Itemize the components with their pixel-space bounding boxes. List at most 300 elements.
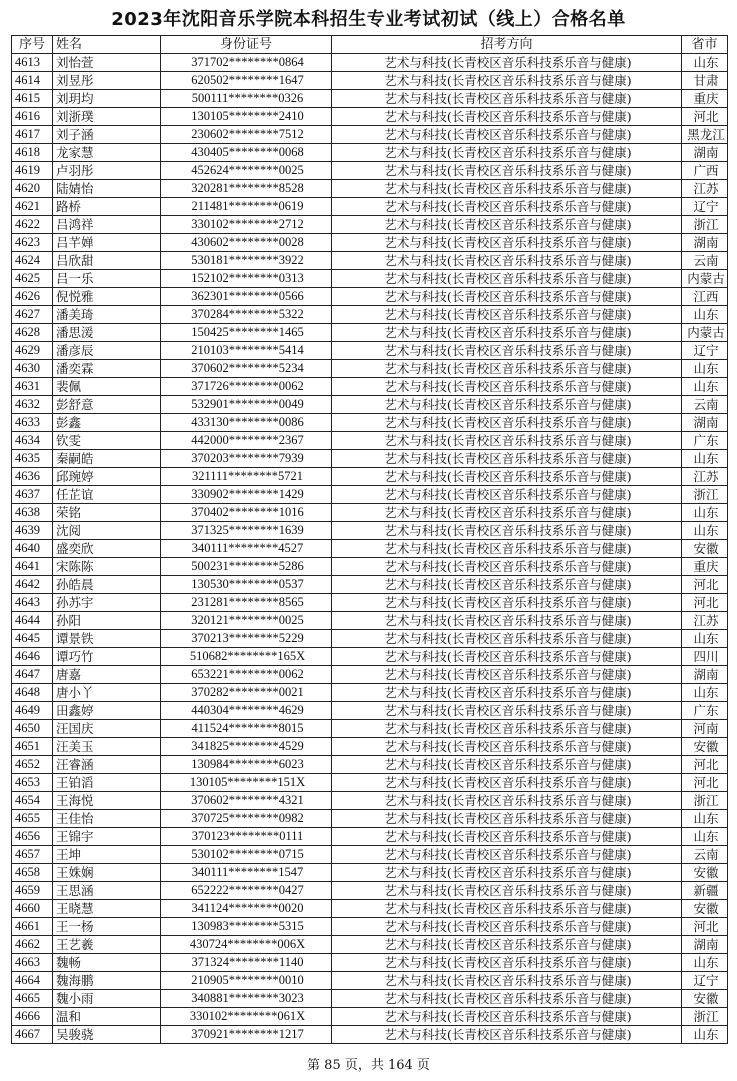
table-body <box>12 54 728 1044</box>
row-name: 钦雯 <box>53 432 161 450</box>
row-major: 艺术与科技(长青校区音乐科技系乐音与健康) <box>332 702 682 720</box>
row-province: 浙江 <box>682 792 728 810</box>
row-major: 艺术与科技(长青校区音乐科技系乐音与健康) <box>332 306 682 324</box>
row-id-number: 370602********4321 <box>161 792 332 810</box>
row-province: 山东 <box>682 450 728 468</box>
row-major: 艺术与科技(长青校区音乐科技系乐音与健康) <box>332 270 682 288</box>
row-name: 刘玥均 <box>53 90 161 108</box>
candidate-table <box>11 35 728 1044</box>
row-province: 安徽 <box>682 864 728 882</box>
row-name: 王铂滔 <box>53 774 161 792</box>
row-id-number: 340111********4527 <box>161 540 332 558</box>
row-province: 山东 <box>682 630 728 648</box>
row-major: 艺术与科技(长青校区音乐科技系乐音与健康) <box>332 486 682 504</box>
row-seq: 4661 <box>12 918 53 936</box>
row-id-number: 321111********5721 <box>161 468 332 486</box>
row-id-number: 330102********2712 <box>161 216 332 234</box>
row-seq: 4614 <box>12 72 53 90</box>
row-major: 艺术与科技(长青校区音乐科技系乐音与健康) <box>332 630 682 648</box>
row-name: 魏小雨 <box>53 990 161 1008</box>
row-name: 吕芊婵 <box>53 234 161 252</box>
row-major: 艺术与科技(长青校区音乐科技系乐音与健康) <box>332 684 682 702</box>
table-row <box>12 108 728 126</box>
row-seq: 4625 <box>12 270 53 288</box>
row-seq: 4633 <box>12 414 53 432</box>
row-major: 艺术与科技(长青校区音乐科技系乐音与健康) <box>332 198 682 216</box>
table-row <box>12 846 728 864</box>
table-row <box>12 576 728 594</box>
row-seq: 4627 <box>12 306 53 324</box>
row-id-number: 340881********3023 <box>161 990 332 1008</box>
table-row <box>12 288 728 306</box>
row-name: 邱琬婷 <box>53 468 161 486</box>
row-id-number: 433130********0086 <box>161 414 332 432</box>
row-id-number: 211481********0619 <box>161 198 332 216</box>
row-name: 谭景铁 <box>53 630 161 648</box>
row-id-number: 442000********2367 <box>161 432 332 450</box>
row-major: 艺术与科技(长青校区音乐科技系乐音与健康) <box>332 324 682 342</box>
row-province: 河北 <box>682 774 728 792</box>
row-id-number: 370602********5234 <box>161 360 332 378</box>
row-id-number: 330102********061X <box>161 1008 332 1026</box>
row-seq: 4617 <box>12 126 53 144</box>
row-name: 王思涵 <box>53 882 161 900</box>
row-seq: 4655 <box>12 810 53 828</box>
row-seq: 4618 <box>12 144 53 162</box>
row-name: 刘子涵 <box>53 126 161 144</box>
row-id-number: 130983********5315 <box>161 918 332 936</box>
row-seq: 4656 <box>12 828 53 846</box>
table-row <box>12 486 728 504</box>
row-id-number: 530102********0715 <box>161 846 332 864</box>
row-name: 唐嘉 <box>53 666 161 684</box>
row-major: 艺术与科技(长青校区音乐科技系乐音与健康) <box>332 972 682 990</box>
row-province: 湖南 <box>682 234 728 252</box>
row-province: 山东 <box>682 54 728 72</box>
row-major: 艺术与科技(长青校区音乐科技系乐音与健康) <box>332 756 682 774</box>
row-province: 山东 <box>682 522 728 540</box>
row-seq: 4644 <box>12 612 53 630</box>
row-id-number: 130105********2410 <box>161 108 332 126</box>
table-row <box>12 198 728 216</box>
table-row <box>12 882 728 900</box>
row-id-number: 370725********0982 <box>161 810 332 828</box>
row-name: 潘美琦 <box>53 306 161 324</box>
row-province: 河北 <box>682 756 728 774</box>
row-name: 吴骏骁 <box>53 1026 161 1044</box>
row-province: 山东 <box>682 360 728 378</box>
row-province: 广东 <box>682 702 728 720</box>
row-name: 王一杨 <box>53 918 161 936</box>
row-seq: 4660 <box>12 900 53 918</box>
row-major: 艺术与科技(长青校区音乐科技系乐音与健康) <box>332 360 682 378</box>
row-name: 倪悦雅 <box>53 288 161 306</box>
row-seq: 4643 <box>12 594 53 612</box>
row-major: 艺术与科技(长青校区音乐科技系乐音与健康) <box>332 612 682 630</box>
row-major: 艺术与科技(长青校区音乐科技系乐音与健康) <box>332 900 682 918</box>
row-major: 艺术与科技(长青校区音乐科技系乐音与健康) <box>332 414 682 432</box>
row-id-number: 210905********0010 <box>161 972 332 990</box>
row-id-number: 370213********5229 <box>161 630 332 648</box>
row-major: 艺术与科技(长青校区音乐科技系乐音与健康) <box>332 522 682 540</box>
row-major: 艺术与科技(长青校区音乐科技系乐音与健康) <box>332 504 682 522</box>
row-major: 艺术与科技(长青校区音乐科技系乐音与健康) <box>332 90 682 108</box>
row-province: 广西 <box>682 162 728 180</box>
row-id-number: 340111********1547 <box>161 864 332 882</box>
row-name: 吕欣甜 <box>53 252 161 270</box>
row-major: 艺术与科技(长青校区音乐科技系乐音与健康) <box>332 648 682 666</box>
row-id-number: 500111********0326 <box>161 90 332 108</box>
header-name: 姓名 <box>53 36 161 54</box>
row-province: 山东 <box>682 1026 728 1044</box>
table-row <box>12 738 728 756</box>
row-province: 甘肃 <box>682 72 728 90</box>
row-id-number: 370203********7939 <box>161 450 332 468</box>
row-seq: 4635 <box>12 450 53 468</box>
row-id-number: 370123********0111 <box>161 828 332 846</box>
row-id-number: 341124********0020 <box>161 900 332 918</box>
table-row <box>12 90 728 108</box>
row-name: 裴佩 <box>53 378 161 396</box>
row-id-number: 130984********6023 <box>161 756 332 774</box>
row-seq: 4637 <box>12 486 53 504</box>
row-name: 王锦宇 <box>53 828 161 846</box>
row-id-number: 210103********5414 <box>161 342 332 360</box>
row-major: 艺术与科技(长青校区音乐科技系乐音与健康) <box>332 576 682 594</box>
row-name: 吕鸿祥 <box>53 216 161 234</box>
row-province: 安徽 <box>682 900 728 918</box>
row-major: 艺术与科技(长青校区音乐科技系乐音与健康) <box>332 252 682 270</box>
row-id-number: 371702********0864 <box>161 54 332 72</box>
row-province: 辽宁 <box>682 972 728 990</box>
row-id-number: 653221********0062 <box>161 666 332 684</box>
row-id-number: 362301********0566 <box>161 288 332 306</box>
row-id-number: 320121********0025 <box>161 612 332 630</box>
row-province: 云南 <box>682 252 728 270</box>
row-id-number: 370402********1016 <box>161 504 332 522</box>
row-seq: 4632 <box>12 396 53 414</box>
row-major: 艺术与科技(长青校区音乐科技系乐音与健康) <box>332 432 682 450</box>
row-name: 陆婧怡 <box>53 180 161 198</box>
row-province: 河北 <box>682 576 728 594</box>
row-province: 河北 <box>682 594 728 612</box>
row-id-number: 370921********1217 <box>161 1026 332 1044</box>
row-province: 安徽 <box>682 990 728 1008</box>
row-seq: 4664 <box>12 972 53 990</box>
table-row <box>12 792 728 810</box>
row-major: 艺术与科技(长青校区音乐科技系乐音与健康) <box>332 180 682 198</box>
row-province: 山东 <box>682 378 728 396</box>
row-id-number: 320281********8528 <box>161 180 332 198</box>
table-row <box>12 432 728 450</box>
row-seq: 4642 <box>12 576 53 594</box>
row-id-number: 440304********4629 <box>161 702 332 720</box>
table-row <box>12 270 728 288</box>
row-seq: 4630 <box>12 360 53 378</box>
table-row <box>12 1026 728 1044</box>
row-name: 孙皓晨 <box>53 576 161 594</box>
row-name: 路桥 <box>53 198 161 216</box>
row-province: 内蒙古 <box>682 324 728 342</box>
table-row <box>12 504 728 522</box>
row-name: 卢羽彤 <box>53 162 161 180</box>
table-row <box>12 360 728 378</box>
row-seq: 4659 <box>12 882 53 900</box>
row-province: 四川 <box>682 648 728 666</box>
row-province: 黑龙江 <box>682 126 728 144</box>
row-province: 浙江 <box>682 216 728 234</box>
row-id-number: 370282********0021 <box>161 684 332 702</box>
row-seq: 4613 <box>12 54 53 72</box>
row-name: 王晓慧 <box>53 900 161 918</box>
row-name: 潘奕霖 <box>53 360 161 378</box>
row-seq: 4628 <box>12 324 53 342</box>
row-id-number: 231281********8565 <box>161 594 332 612</box>
row-province: 河北 <box>682 108 728 126</box>
table-row <box>12 720 728 738</box>
row-province: 浙江 <box>682 486 728 504</box>
table-header-row <box>12 36 728 54</box>
row-major: 艺术与科技(长青校区音乐科技系乐音与健康) <box>332 72 682 90</box>
row-seq: 4648 <box>12 684 53 702</box>
row-seq: 4619 <box>12 162 53 180</box>
row-province: 山东 <box>682 684 728 702</box>
row-major: 艺术与科技(长青校区音乐科技系乐音与健康) <box>332 540 682 558</box>
row-major: 艺术与科技(长青校区音乐科技系乐音与健康) <box>332 1026 682 1044</box>
row-major: 艺术与科技(长青校区音乐科技系乐音与健康) <box>332 378 682 396</box>
row-name: 荣铭 <box>53 504 161 522</box>
table-row <box>12 72 728 90</box>
row-name: 盛奕欣 <box>53 540 161 558</box>
row-seq: 4663 <box>12 954 53 972</box>
table-row <box>12 648 728 666</box>
row-id-number: 510682********165X <box>161 648 332 666</box>
row-major: 艺术与科技(长青校区音乐科技系乐音与健康) <box>332 774 682 792</box>
row-name: 汪睿涵 <box>53 756 161 774</box>
table-row <box>12 630 728 648</box>
row-province: 江苏 <box>682 468 728 486</box>
table-row <box>12 972 728 990</box>
row-seq: 4658 <box>12 864 53 882</box>
table-row <box>12 684 728 702</box>
row-major: 艺术与科技(长青校区音乐科技系乐音与健康) <box>332 666 682 684</box>
table-row <box>12 180 728 198</box>
row-name: 王坤 <box>53 846 161 864</box>
table-row <box>12 540 728 558</box>
row-major: 艺术与科技(长青校区音乐科技系乐音与健康) <box>332 918 682 936</box>
row-seq: 4651 <box>12 738 53 756</box>
row-name: 秦嗣皓 <box>53 450 161 468</box>
row-major: 艺术与科技(长青校区音乐科技系乐音与健康) <box>332 828 682 846</box>
row-name: 王海悦 <box>53 792 161 810</box>
row-id-number: 452624********0025 <box>161 162 332 180</box>
row-id-number: 411524********8015 <box>161 720 332 738</box>
table-row <box>12 1008 728 1026</box>
row-seq: 4640 <box>12 540 53 558</box>
row-major: 艺术与科技(长青校区音乐科技系乐音与健康) <box>332 468 682 486</box>
table-row <box>12 774 728 792</box>
header-id: 身份证号 <box>161 36 332 54</box>
row-major: 艺术与科技(长青校区音乐科技系乐音与健康) <box>332 288 682 306</box>
table-row <box>12 990 728 1008</box>
table-row <box>12 234 728 252</box>
row-id-number: 371726********0062 <box>161 378 332 396</box>
table-row <box>12 378 728 396</box>
row-major: 艺术与科技(长青校区音乐科技系乐音与健康) <box>332 792 682 810</box>
row-seq: 4650 <box>12 720 53 738</box>
row-seq: 4639 <box>12 522 53 540</box>
row-major: 艺术与科技(长青校区音乐科技系乐音与健康) <box>332 450 682 468</box>
row-seq: 4653 <box>12 774 53 792</box>
table-row <box>12 918 728 936</box>
row-major: 艺术与科技(长青校区音乐科技系乐音与健康) <box>332 738 682 756</box>
row-name: 唐小丫 <box>53 684 161 702</box>
table-row <box>12 954 728 972</box>
page-title: 2023年沈阳音乐学院本科招生专业考试初试（线上）合格名单 <box>111 9 626 30</box>
row-id-number: 130105********151X <box>161 774 332 792</box>
row-name: 宋陈陈 <box>53 558 161 576</box>
row-id-number: 370284********5322 <box>161 306 332 324</box>
row-province: 云南 <box>682 846 728 864</box>
row-province: 辽宁 <box>682 198 728 216</box>
row-seq: 4634 <box>12 432 53 450</box>
row-id-number: 371325********1639 <box>161 522 332 540</box>
row-major: 艺术与科技(长青校区音乐科技系乐音与健康) <box>332 954 682 972</box>
row-name: 谭巧竹 <box>53 648 161 666</box>
row-major: 艺术与科技(长青校区音乐科技系乐音与健康) <box>332 216 682 234</box>
row-province: 重庆 <box>682 558 728 576</box>
row-seq: 4616 <box>12 108 53 126</box>
row-major: 艺术与科技(长青校区音乐科技系乐音与健康) <box>332 810 682 828</box>
row-major: 艺术与科技(长青校区音乐科技系乐音与健康) <box>332 720 682 738</box>
row-name: 魏海鹏 <box>53 972 161 990</box>
table-row <box>12 216 728 234</box>
row-id-number: 152102********0313 <box>161 270 332 288</box>
row-name: 彭舒意 <box>53 396 161 414</box>
row-major: 艺术与科技(长青校区音乐科技系乐音与健康) <box>332 126 682 144</box>
row-province: 河北 <box>682 918 728 936</box>
table-row <box>12 864 728 882</box>
row-seq: 4636 <box>12 468 53 486</box>
row-name: 魏畅 <box>53 954 161 972</box>
row-name: 汪美玉 <box>53 738 161 756</box>
row-major: 艺术与科技(长青校区音乐科技系乐音与健康) <box>332 882 682 900</box>
row-province: 安徽 <box>682 738 728 756</box>
row-major: 艺术与科技(长青校区音乐科技系乐音与健康) <box>332 990 682 1008</box>
row-province: 山东 <box>682 810 728 828</box>
row-id-number: 652222********0427 <box>161 882 332 900</box>
page-footer: 第 85 页，共 164 页 <box>307 1058 430 1073</box>
table-row <box>12 252 728 270</box>
table-row <box>12 162 728 180</box>
row-seq: 4662 <box>12 936 53 954</box>
row-name: 汪国庆 <box>53 720 161 738</box>
row-seq: 4667 <box>12 1026 53 1044</box>
row-name: 彭鑫 <box>53 414 161 432</box>
row-major: 艺术与科技(长青校区音乐科技系乐音与健康) <box>332 594 682 612</box>
row-seq: 4629 <box>12 342 53 360</box>
table-row <box>12 666 728 684</box>
row-id-number: 341825********4529 <box>161 738 332 756</box>
row-name: 王艺羲 <box>53 936 161 954</box>
row-seq: 4641 <box>12 558 53 576</box>
row-major: 艺术与科技(长青校区音乐科技系乐音与健康) <box>332 54 682 72</box>
row-name: 孙阳 <box>53 612 161 630</box>
row-major: 艺术与科技(长青校区音乐科技系乐音与健康) <box>332 144 682 162</box>
header-province: 省市 <box>682 36 728 54</box>
row-seq: 4652 <box>12 756 53 774</box>
table-row <box>12 594 728 612</box>
row-major: 艺术与科技(长青校区音乐科技系乐音与健康) <box>332 396 682 414</box>
row-major: 艺术与科技(长青校区音乐科技系乐音与健康) <box>332 108 682 126</box>
row-major: 艺术与科技(长青校区音乐科技系乐音与健康) <box>332 162 682 180</box>
row-province: 湖南 <box>682 414 728 432</box>
row-name: 任芷谊 <box>53 486 161 504</box>
row-province: 内蒙古 <box>682 270 728 288</box>
table-row <box>12 54 728 72</box>
row-province: 山东 <box>682 954 728 972</box>
table-row <box>12 126 728 144</box>
row-province: 江苏 <box>682 612 728 630</box>
table-row <box>12 144 728 162</box>
row-name: 孙苏宇 <box>53 594 161 612</box>
row-name: 吕一乐 <box>53 270 161 288</box>
row-id-number: 330902********1429 <box>161 486 332 504</box>
row-province: 重庆 <box>682 90 728 108</box>
row-province: 山东 <box>682 828 728 846</box>
row-seq: 4646 <box>12 648 53 666</box>
row-province: 江苏 <box>682 180 728 198</box>
row-name: 王姝娴 <box>53 864 161 882</box>
row-major: 艺术与科技(长青校区音乐科技系乐音与健康) <box>332 234 682 252</box>
row-id-number: 430724********006X <box>161 936 332 954</box>
table-row <box>12 414 728 432</box>
row-id-number: 130530********0537 <box>161 576 332 594</box>
row-id-number: 532901********0049 <box>161 396 332 414</box>
row-seq: 4615 <box>12 90 53 108</box>
row-seq: 4620 <box>12 180 53 198</box>
row-name: 潘彦辰 <box>53 342 161 360</box>
table-row <box>12 522 728 540</box>
row-seq: 4622 <box>12 216 53 234</box>
row-id-number: 150425********1465 <box>161 324 332 342</box>
row-seq: 4621 <box>12 198 53 216</box>
table-row <box>12 324 728 342</box>
row-id-number: 500231********5286 <box>161 558 332 576</box>
row-id-number: 430602********0028 <box>161 234 332 252</box>
row-seq: 4649 <box>12 702 53 720</box>
row-major: 艺术与科技(长青校区音乐科技系乐音与健康) <box>332 864 682 882</box>
row-seq: 4624 <box>12 252 53 270</box>
row-province: 山东 <box>682 504 728 522</box>
row-name: 王佳怡 <box>53 810 161 828</box>
table-row <box>12 558 728 576</box>
row-province: 广东 <box>682 432 728 450</box>
row-province: 湖南 <box>682 144 728 162</box>
row-name: 田鑫婷 <box>53 702 161 720</box>
row-province: 浙江 <box>682 1008 728 1026</box>
row-seq: 4666 <box>12 1008 53 1026</box>
row-major: 艺术与科技(长青校区音乐科技系乐音与健康) <box>332 558 682 576</box>
row-province: 江西 <box>682 288 728 306</box>
row-id-number: 430405********0068 <box>161 144 332 162</box>
header-major: 招考方向 <box>332 36 682 54</box>
table-row <box>12 756 728 774</box>
row-province: 湖南 <box>682 666 728 684</box>
row-province: 山东 <box>682 306 728 324</box>
table-row <box>12 810 728 828</box>
row-major: 艺术与科技(长青校区音乐科技系乐音与健康) <box>332 1008 682 1026</box>
